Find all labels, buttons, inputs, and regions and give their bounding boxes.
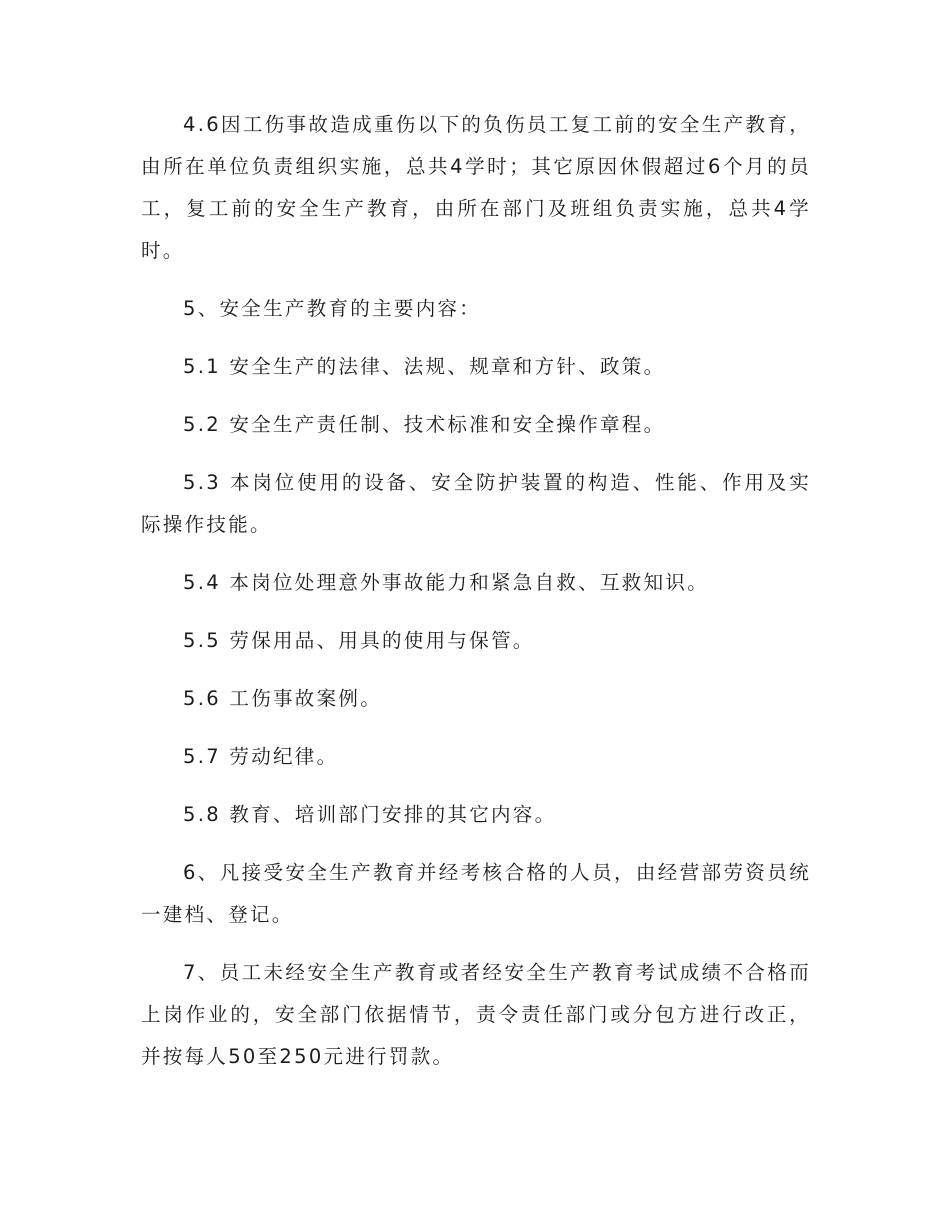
paragraph-5-1: 5.1 安全生产的法律、法规、规章和方针、政策。	[183, 355, 666, 378]
paragraph-7: 7、员工未经安全生产教育或者经安全生产教育考试成绩不合格而上岗作业的，安全部门依据情节，责令责任部门或分包方进行改正，并按每人50至250元进行罚款。	[141, 961, 811, 1068]
paragraph-5-7: 5.7 劳动纪律。	[183, 745, 339, 768]
paragraph-6: 6、凡接受安全生产教育并经考核合格的人员，由经营部劳资员统一建档、登记。	[141, 861, 811, 926]
paragraph-5-6: 5.6 工伤事故案例。	[183, 687, 383, 710]
paragraph-5-heading: 5、安全生产教育的主要内容：	[183, 297, 482, 320]
paragraph-4-6: 4.6因工伤事故造成重伤以下的负伤员工复工前的安全生产教育，由所在单位负责组织实施，总共4学时；其它原因休假超过6个月的员工，复工前的安全生产教育，由所在部门及班组负责实施，总共4学时。	[141, 113, 811, 262]
paragraph-5-2: 5.2 安全生产责任制、技术标准和安全操作章程。	[183, 413, 666, 436]
paragraph-5-5: 5.5 劳保用品、用具的使用与保管。	[183, 629, 535, 652]
paragraph-5-8: 5.8 教育、培训部门安排的其它内容。	[183, 803, 557, 826]
paragraph-5-3: 5.3 本岗位使用的设备、安全防护装置的构造、性能、作用及实际操作技能。	[141, 471, 811, 536]
paragraph-5-4: 5.4 本岗位处理意外事故能力和紧急自救、互救知识。	[183, 571, 710, 594]
document-page	[141, 104, 811, 1094]
